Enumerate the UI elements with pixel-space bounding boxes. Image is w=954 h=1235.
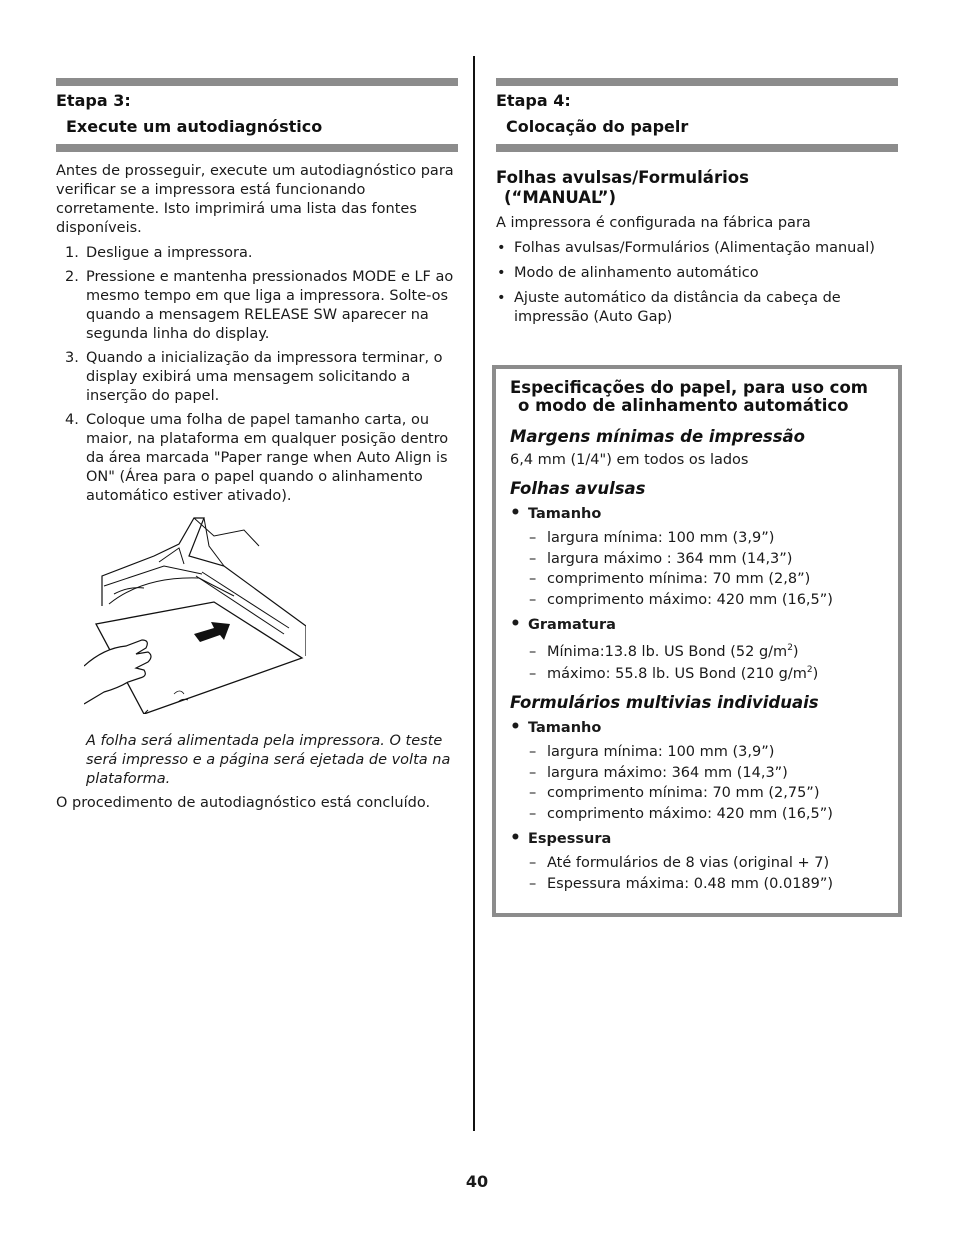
- list-item: – Mínima:13.8 lb. US Bond (52 $g/m^2$): [529, 641, 890, 663]
- list-item: 2. Pressione e mantenha pressionados MODE e LF ao mesmo tempo em que liga a impressora. Solte-os quando a mensagem RELEASE SW aparecer na segunda linha do display.: [65, 269, 454, 342]
- step4-top-rule: [496, 78, 898, 86]
- step3-intro: Antes de prosseguir, execute um autodiagnóstico para verificar se a impressora está funcionando corretamente. Isto imprimirá uma lista das fontes disponíveis.: [56, 163, 454, 236]
- factory-config-intro: A impressora é configurada na fábrica para: [496, 215, 811, 231]
- forms-title: Formulários multivias individuais: [510, 693, 819, 712]
- list-item: 1. Desligue a impressora.: [65, 245, 253, 261]
- list-item: • Modo de alinhamento automático: [496, 264, 898, 283]
- step4-label: Etapa 4:: [496, 91, 571, 110]
- paper-spec-box: [492, 365, 902, 917]
- sheets-size-label: • Tamanho: [510, 505, 890, 524]
- list-item: – comprimento mínima: 70 mm (2,8”): [529, 569, 890, 590]
- step3-title: Execute um autodiagnóstico: [66, 117, 323, 136]
- sheets-size-list: [510, 528, 890, 610]
- margins-text: 6,4 mm (1/4") em todos os lados: [510, 452, 749, 468]
- page-number: 40: [465, 1172, 489, 1191]
- weight-list: [510, 641, 890, 685]
- list-item: 3. Quando a inicialização da impressora terminar, o display exibirá uma mensagem solicitando a inserção do papel.: [65, 350, 443, 404]
- spec-title: Especificações do papel, para uso com o modo de alinhamento automático: [510, 378, 868, 415]
- thickness-list: [510, 853, 890, 894]
- list-item: – comprimento máximo: 420 mm (16,5”): [529, 804, 890, 825]
- list-item: – largura mínima: 100 mm (3,9”): [529, 742, 890, 763]
- weight-label: • Gramatura: [510, 616, 890, 635]
- factory-config-list: [496, 239, 898, 333]
- step3-bottom-rule: [56, 144, 458, 152]
- list-item: – máximo: 55.8 lb. US Bond (210 $g/m^2$): [529, 663, 890, 685]
- step3-note: A folha será alimentada pela impressora. O teste será impresso e a página será ejetada de volta na plataforma.: [86, 733, 451, 787]
- list-item: – largura máximo : 364 mm (14,3”): [529, 549, 890, 570]
- forms-size-list: [510, 742, 890, 824]
- list-item: – comprimento mínima: 70 mm (2,75”): [529, 783, 890, 804]
- list-item: 4. Coloque uma folha de papel tamanho carta, ou maior, na plataforma em qualquer posição dentro da área marcada "Paper range when Auto Align is ON" (Área para o papel quando o alinhamento automático estiver ativado).: [65, 412, 449, 504]
- step3-top-rule: [56, 78, 458, 86]
- list-item: – Espessura máxima: 0.48 mm (0.0189”): [529, 874, 890, 895]
- column-divider: [473, 56, 475, 1131]
- forms-size-label: • Tamanho: [510, 719, 890, 738]
- printer-paper-feed-illustration-icon: [84, 516, 306, 714]
- list-item: – largura mínima: 100 mm (3,9”): [529, 528, 890, 549]
- step3-procedure-list: [56, 244, 458, 511]
- list-item: • Ajuste automático da distância da cabeça de impressão (Auto Gap): [496, 289, 898, 327]
- list-item: – largura máximo: 364 mm (14,3”): [529, 763, 890, 784]
- thickness-label: • Espessura: [510, 830, 890, 849]
- step3-conclusion: O procedimento de autodiagnóstico está concluído.: [56, 795, 431, 811]
- step4-title: Colocação do papelr: [506, 117, 689, 136]
- list-item: – Até formulários de 8 vias (original + 7): [529, 853, 890, 874]
- list-item: • Folhas avulsas/Formulários (Alimentação manual): [496, 239, 898, 258]
- manual-feed-heading: Folhas avulsas/Formulários (“MANUAL”): [496, 168, 749, 207]
- margins-title: Margens mínimas de impressão: [510, 427, 805, 446]
- step4-heading: [496, 88, 898, 140]
- list-item: – comprimento máximo: 420 mm (16,5”): [529, 590, 890, 611]
- sheets-title: Folhas avulsas: [510, 479, 646, 498]
- step4-bottom-rule: [496, 144, 898, 152]
- step3-heading: [56, 88, 458, 140]
- step3-label: Etapa 3:: [56, 91, 131, 110]
